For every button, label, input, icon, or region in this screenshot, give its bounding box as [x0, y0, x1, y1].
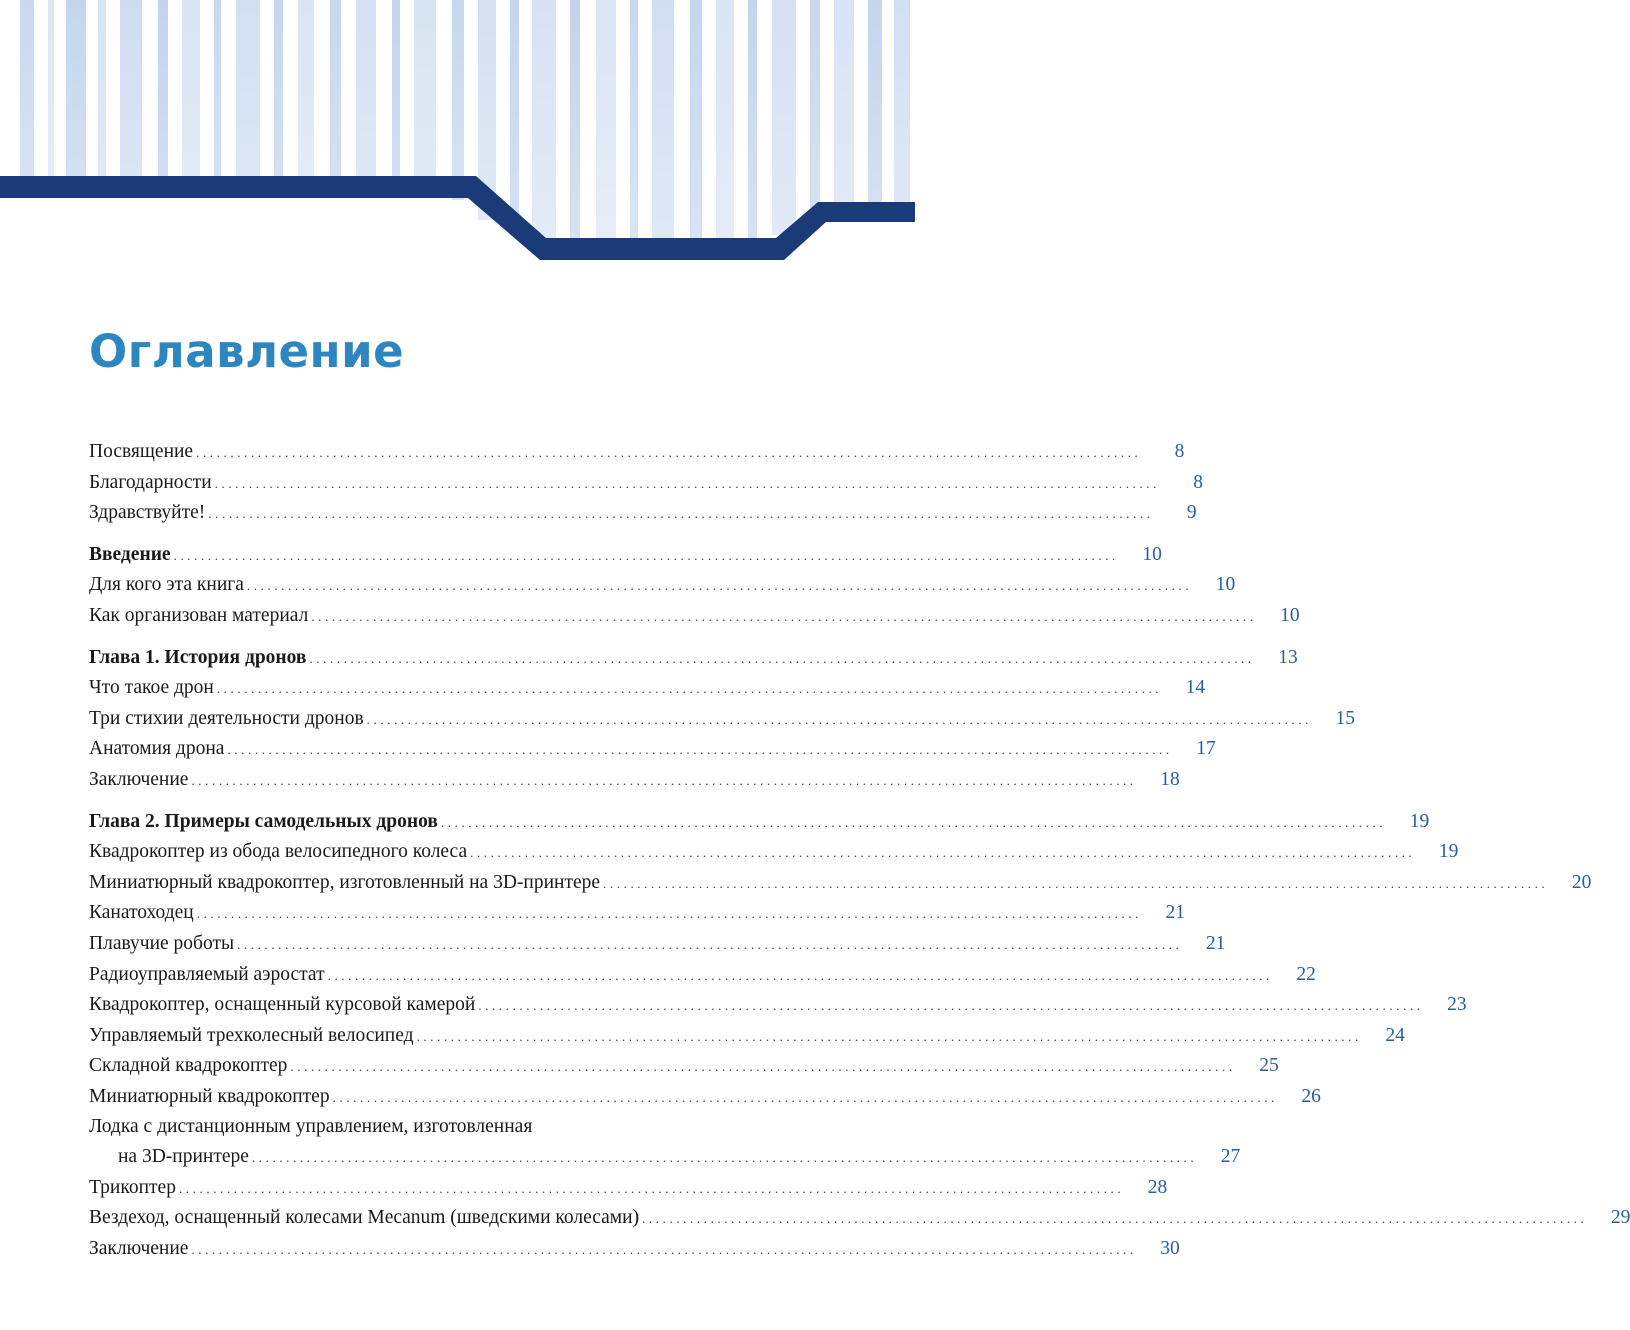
toc-entry-label: Как организован материал [89, 604, 309, 626]
toc-section-entry[interactable] [89, 540, 1162, 571]
toc-chapter-entry[interactable] [89, 807, 1430, 838]
toc-page-number: 21 [1165, 902, 1186, 924]
toc-page-number: 8 [1174, 441, 1185, 462]
toc-entry[interactable] [89, 498, 1197, 529]
toc-entry-label: Благодарности [89, 471, 212, 493]
toc-group [89, 437, 1203, 529]
toc-entry-label: Посвящение [89, 441, 194, 462]
leader-dots: .......................................................................................................................................... [227, 742, 1173, 758]
leader-dots: .......................................................................................................................................... [196, 445, 1142, 460]
page-title: Оглавление [89, 325, 405, 378]
toc-group [89, 540, 1300, 632]
toc-entry-label: Заключение [89, 768, 189, 790]
toc-page-number: 26 [1301, 1085, 1321, 1107]
toc-group [89, 643, 1355, 796]
leader-dots: .......................................................................................................................................... [290, 1059, 1236, 1075]
leader-dots: .......................................................................................................................................... [214, 475, 1160, 491]
toc-entry[interactable] [89, 673, 1206, 704]
toc-page-number: 22 [1296, 963, 1316, 985]
leader-dots: .......................................................................................................................................... [178, 1180, 1125, 1196]
toc-entry[interactable] [89, 960, 1316, 991]
toc-entry-label: Здравствуйте! [89, 502, 206, 524]
toc-entry-continuation[interactable] [89, 1142, 1241, 1173]
toc-entry[interactable] [89, 601, 1300, 632]
toc-page-number: 19 [1409, 810, 1430, 832]
table-of-contents [89, 437, 1630, 1275]
leader-dots: .......................................................................................................................................... [440, 814, 1387, 830]
toc-entry[interactable] [89, 1021, 1405, 1052]
toc-page-number: 15 [1335, 707, 1355, 729]
toc-entry-label: Лодка с дистанционным управлением, изготовленная [89, 1116, 533, 1138]
toc-entry[interactable] [89, 468, 1203, 499]
leader-dots: .......................................................................................................................................... [478, 998, 1424, 1014]
toc-entry-label: Глава 2. Примеры самодельных дронов [89, 810, 438, 832]
leader-dots: .......................................................................................................................................... [470, 845, 1416, 861]
toc-entry-first-line[interactable] [89, 1112, 827, 1142]
toc-entry-label: Для кого эта книга [89, 574, 244, 596]
toc-entry[interactable] [89, 1203, 1630, 1234]
leader-dots: .......................................................................................................................................... [246, 578, 1193, 594]
leader-dots: .......................................................................................................................................... [603, 875, 1549, 891]
toc-entry-label: Квадрокоптер из обода велосипедного колеса [89, 841, 468, 863]
toc-page-number: 8 [1193, 471, 1203, 493]
toc-entry-label: Заключение [89, 1237, 189, 1259]
toc-entry-label: Что такое дрон [89, 677, 214, 699]
toc-entry[interactable] [89, 704, 1355, 735]
toc-entry[interactable] [89, 1082, 1321, 1113]
toc-entry-label: Глава 1. История дронов [89, 646, 307, 668]
leader-dots: .......................................................................................................................................... [216, 681, 1163, 697]
toc-page-number: 30 [1160, 1237, 1180, 1259]
toc-group [89, 807, 1630, 1265]
leader-dots: .......................................................................................................................................... [208, 506, 1154, 522]
toc-page-number: 29 [1610, 1207, 1630, 1229]
header-banner [0, 0, 915, 262]
toc-page-number: 10 [1280, 604, 1300, 626]
toc-entry[interactable] [89, 1234, 1180, 1265]
leader-dots: .......................................................................................................................................... [327, 967, 1273, 983]
toc-entry[interactable] [89, 1173, 1168, 1204]
leader-dots: .......................................................................................................................................... [311, 608, 1257, 624]
leader-dots: .......................................................................................................................................... [191, 772, 1137, 788]
toc-chapter-entry[interactable] [89, 643, 1298, 674]
leader-dots: .......................................................................................................................................... [173, 547, 1119, 563]
toc-entry[interactable] [89, 437, 1185, 468]
stripe-pattern [0, 0, 915, 262]
toc-page-number: 27 [1220, 1146, 1241, 1168]
toc-page-number: 25 [1259, 1055, 1279, 1077]
toc-page-number: 10 [1142, 543, 1162, 565]
toc-page-number: 13 [1278, 646, 1298, 668]
toc-page-number: 17 [1196, 738, 1216, 760]
toc-entry[interactable] [89, 765, 1180, 796]
toc-page-number: 18 [1160, 768, 1180, 790]
toc-entry[interactable] [89, 990, 1467, 1021]
toc-entry-label: Введение [89, 543, 171, 565]
leader-dots: .......................................................................................................................................... [251, 1150, 1198, 1166]
toc-entry-label-continuation: на 3D-принтере [118, 1146, 249, 1168]
toc-entry[interactable] [89, 1051, 1279, 1082]
toc-page-number: 24 [1385, 1024, 1405, 1046]
toc-entry[interactable] [89, 734, 1216, 765]
leader-dots: .......................................................................................................................................... [416, 1028, 1362, 1044]
toc-entry[interactable] [89, 837, 1459, 868]
toc-page-number: 19 [1438, 841, 1459, 863]
toc-entry-label: Радиоуправляемый аэростат [89, 963, 325, 985]
toc-page-number: 21 [1205, 932, 1226, 954]
leader-dots: .......................................................................................................................................... [309, 650, 1255, 666]
toc-entry-label: Вездеход, оснащенный колесами Mecanum (шведскими колесами) [89, 1207, 640, 1229]
toc-entry-label: Плавучие роботы [89, 932, 235, 954]
toc-entry-label: Складной квадрокоптер [89, 1055, 288, 1077]
leader-dots: .......................................................................................................................................... [191, 1241, 1137, 1257]
toc-entry-label: Канатоходец [89, 902, 194, 924]
leader-dots: .......................................................................................................................................... [642, 1211, 1588, 1227]
toc-entry[interactable] [89, 929, 1226, 960]
toc-entry-label: Управляемый трехколесный велосипед [89, 1024, 414, 1046]
toc-page-number: 14 [1185, 677, 1206, 699]
toc-page-number: 28 [1147, 1176, 1168, 1198]
toc-entry[interactable] [89, 570, 1236, 601]
toc-entry-label: Анатомия дрона [89, 738, 225, 760]
leader-dots: .......................................................................................................................................... [237, 936, 1183, 952]
toc-entry-label: Миниатюрный квадрокоптер, изготовленный на 3D-принтере [89, 871, 601, 893]
toc-entry[interactable] [89, 868, 1592, 899]
toc-page-number: 20 [1571, 871, 1592, 893]
toc-page-number: 23 [1447, 994, 1467, 1016]
toc-page-number: 9 [1186, 502, 1197, 524]
toc-entry-label: Квадрокоптер, оснащенный курсовой камерой [89, 994, 476, 1016]
leader-dots: .......................................................................................................................................... [332, 1089, 1278, 1105]
toc-entry-label: Миниатюрный квадрокоптер [89, 1085, 330, 1107]
leader-dots: .......................................................................................................................................... [196, 906, 1143, 922]
leader-dots: .......................................................................................................................................... [366, 711, 1312, 727]
toc-entry-label: Трикоптер [89, 1176, 176, 1198]
toc-page-number: 10 [1215, 574, 1236, 596]
toc-entry-label: Три стихии деятельности дронов [89, 707, 364, 729]
toc-entry[interactable] [89, 898, 1186, 929]
